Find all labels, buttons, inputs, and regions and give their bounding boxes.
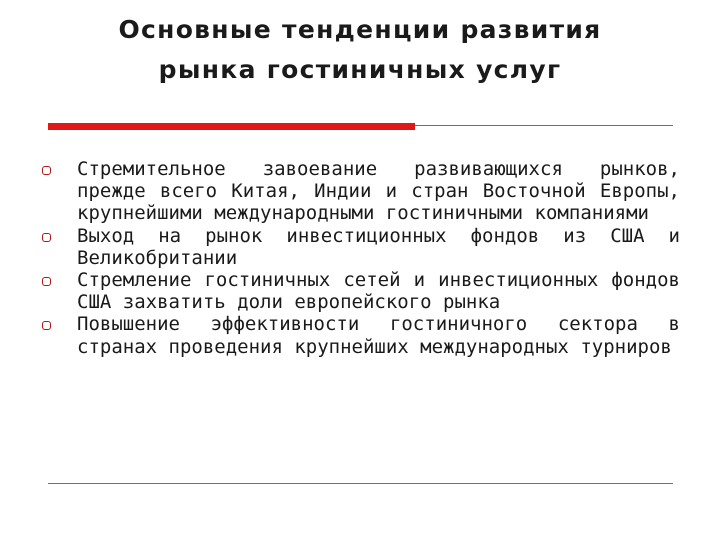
bullet-text: Стремительное завоевание развивающихся рынков, прежде всего Китая, Индии и стран Восточной Европы, крупнейшими международными гостиничными компаниями xyxy=(77,158,680,225)
slide-title-line-1: Основные тенденции развития xyxy=(118,15,602,44)
slide-title-line-2: рынка гостиничных услуг xyxy=(158,55,562,84)
bullet-item xyxy=(38,225,680,269)
bullet-text: Повышение эффективности гостиничного сектора в странах проведения крупнейших международных турниров xyxy=(77,313,680,358)
title-underline-accent xyxy=(48,123,415,130)
bullet-item xyxy=(38,313,680,357)
bullet-text: Выход на рынок инвестиционных фондов из США и Великобритании xyxy=(77,224,680,269)
bullet-item xyxy=(38,158,680,225)
hollow-square-bullet-icon xyxy=(42,277,51,286)
slide-title xyxy=(40,10,680,90)
hollow-square-bullet-icon xyxy=(42,166,51,175)
bullet-item xyxy=(38,269,680,313)
hollow-square-bullet-icon xyxy=(42,321,51,330)
bullet-list xyxy=(38,158,680,358)
bullet-text: Стремление гостиничных сетей и инвестиционных фондов США захватить доли европейского рынка xyxy=(77,269,680,314)
hollow-square-bullet-icon xyxy=(42,233,51,242)
footer-rule xyxy=(48,483,673,484)
